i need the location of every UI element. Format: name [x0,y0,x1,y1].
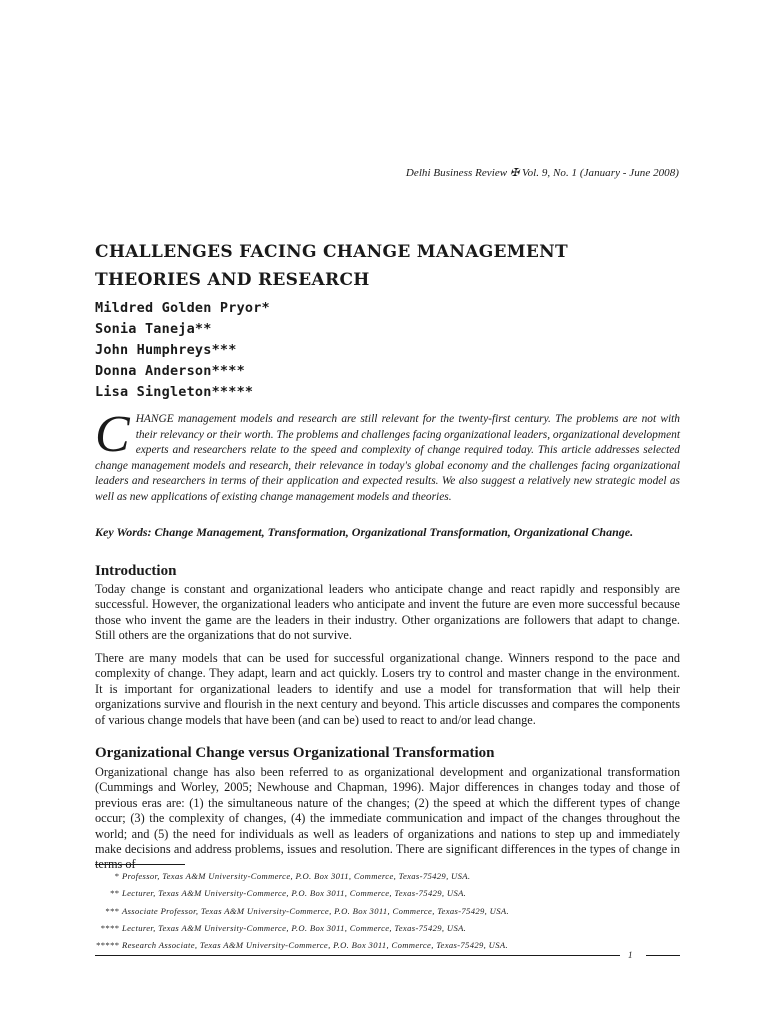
footnote [95,868,509,885]
body-paragraph: Today change is constant and organizational leaders who anticipate change and react rapidly and responsibly are successful. However, the organizational leaders who anticipate and invent the future are even more successful because those who invent the game are the leaders in their industry. Other organizations are followers that adapt to change. Still others are the organizations that do not survive. [95,582,680,643]
journal-citation [406,166,679,179]
page-number: 1 [628,950,633,960]
keywords: Key Words: Change Management, Transformation, Organizational Transformation, Organizational Change. [95,525,634,539]
journal-name: Delhi Business Review [405,167,508,179]
article-title [95,238,695,294]
section-heading-org-change: Organizational Change versus Organizational Transformation [95,745,495,761]
body-paragraph: There are many models that can be used for successful organizational change. Winners respond to the pace and complexity of change. They adapt, learn and act quickly. Losers try to control and master change in the environment. It is important for organizational leaders to identify and use a model for transformation that will help their organizations survive and flourish in the next century and beyond. This article discusses and compares the components of various change models that have been (and can be) used to react to and/or lead change. [95,651,680,727]
footnote-divider [95,864,185,865]
page-footer-rule [95,955,620,956]
author-name: Mildred Golden Pryor* [95,300,270,316]
page-footer-rule [646,955,680,956]
abstract [95,406,680,505]
footnote-text: Professor, Texas A&M University-Commerce, P.O. Box 3011, Commerce, Texas-75429, USA. [122,871,471,881]
author-name: Lisa Singleton***** [95,384,254,400]
footnote-mark: *** [105,905,119,916]
footnote [95,903,509,920]
section-heading-introduction: Introduction [95,563,177,579]
footnote-mark: ** [109,888,119,899]
journal-volume: Vol. 9, No. 1 (January - June 2008) [522,167,679,179]
footnote-mark: **** [100,922,119,933]
footnote-mark: ***** [95,940,119,951]
author-name: Donna Anderson**** [95,363,245,379]
footnote-mark: * [114,871,119,881]
footnote-text: Lecturer, Texas A&M University-Commerce, P.O. Box 3011, Commerce, Texas-75429, USA. [122,888,467,899]
footnote [95,937,509,954]
footnote-text: Research Associate, Texas A&M University-Commerce, P.O. Box 3011, Commerce, Texas-75429, USA. [122,940,508,951]
author-name: John Humphreys*** [95,342,237,358]
abstract-dropcap: C [95,406,130,463]
body-paragraph: Organizational change has also been referred to as organizational development and organizational transformation (Cummings and Worley, 2005; Newhouse and Chapman, 1996). Major differences in changes today and those of previous eras are: (1) the simultaneous nature of the changes; (2) the speed at which the different types of change occur; (3) the complexity of changes, (4) the immediate communication and impact of the changes throughout the world; and (5) the need for individuals as well as leaders of organizations and nations to step up and immediately make decisions and address problems, issues and resolution. There are significant differences in the types of change in terms of [95,765,680,872]
article-title-line-2: THEORIES AND RESEARCH [95,270,370,290]
footnote-list [95,868,509,954]
author-list [95,298,270,403]
article-title-line-1: CHALLENGES FACING CHANGE MANAGEMENT [95,242,568,262]
footnote [95,885,509,902]
footnote [95,920,509,937]
abstract-text: HANGE management models and research are still relevant for the twenty-first century. The problems are not with their relevancy or their worth. The problems and challenges facing organizational leaders, organizational development experts and researchers relate to the speed and complexity of change required today. This article addresses selected change management models and research, their relevance in today's global economy and the challenges facing organizational leaders and researchers in terms of their application and expected results. We also suggest a relatively new strategic model as well as new applications of existing change management models and theories. [95,413,680,503]
author-name: Sonia Taneja** [95,321,212,337]
footnote-text: Lecturer, Texas A&M University-Commerce, P.O. Box 3011, Commerce, Texas-75429, USA. [122,922,467,933]
journal-separator-icon: ✠ [509,167,520,179]
footnote-text: Associate Professor, Texas A&M University-Commerce, P.O. Box 3011, Commerce, Texas-75429, USA. [122,905,509,916]
